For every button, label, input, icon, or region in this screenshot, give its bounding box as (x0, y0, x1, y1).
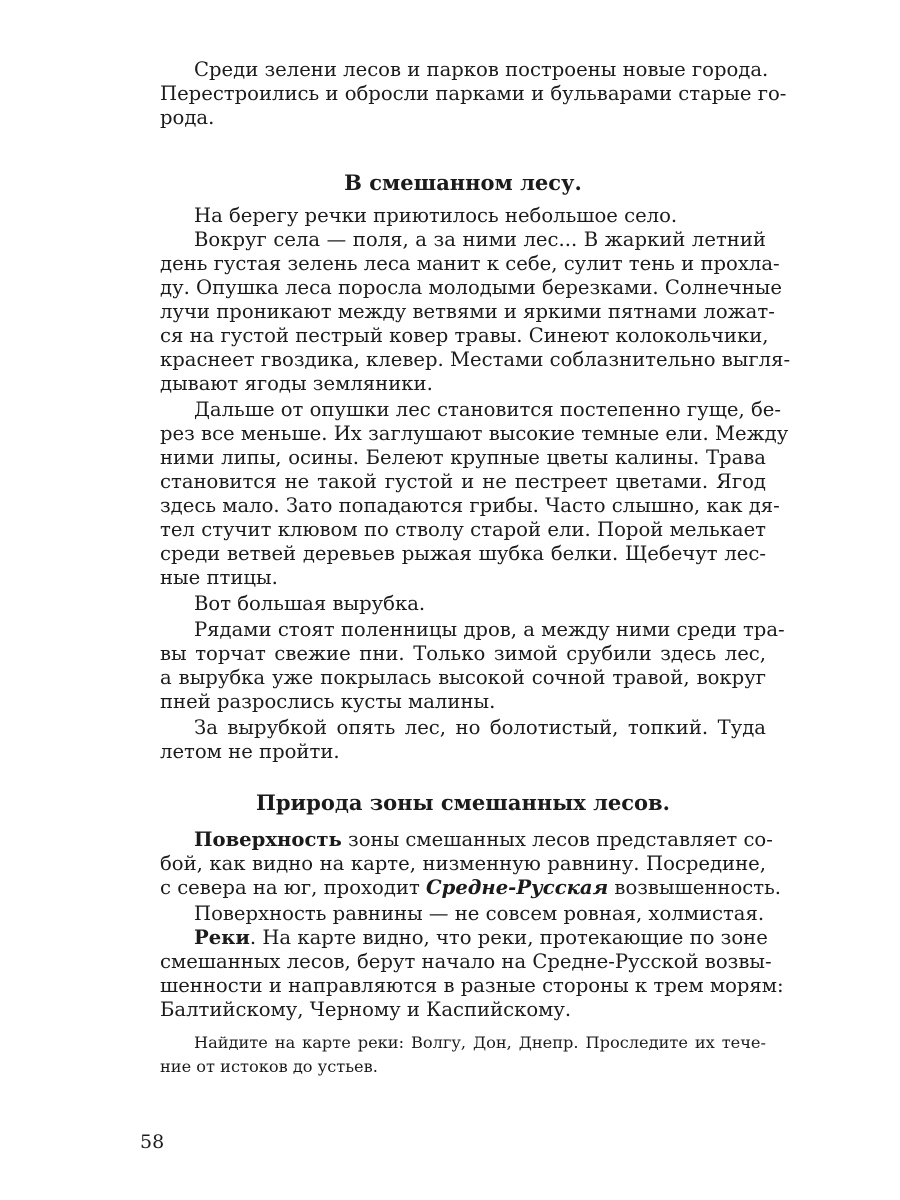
text-line: Вот большая вырубка. (194, 592, 426, 615)
text-line: летом не пройти. (160, 740, 340, 763)
text-line (160, 876, 781, 900)
text-line: здесь мало. Зато попадаются грибы. Часто слышно, как дя- (160, 494, 780, 517)
text-line: На берегу речки приютилось небольшое село. (194, 204, 678, 227)
text-line: ные птицы. (160, 566, 278, 589)
text-line: рез все меньше. Их заглушают высокие темные ели. Между (160, 422, 789, 445)
text-line: За вырубкой опять лес, но болотистый, топкий. Туда (194, 716, 766, 739)
text-fragment: зоны смешанных лесов представляет со- (341, 828, 773, 851)
text-line: становится не такой густой и не пестреет цветами. Ягод (160, 470, 766, 493)
task-line: ние от истоков до устьев. (160, 1057, 378, 1076)
text-line: шенности и направляются в разные стороны к трем морям: (160, 974, 784, 997)
text-fragment: . На карте видно, что реки, протекающие по зоне (249, 926, 768, 949)
section-heading: В смешанном лесу. (344, 170, 582, 195)
text-line: Поверхность равнины — не совсем ровная, холмистая. (194, 902, 765, 925)
text-line: Перестроились и обросли парками и бульварами старые го- (160, 82, 787, 105)
term-surface: Поверхность (194, 828, 342, 851)
text-line: среди ветвей деревьев рыжая шубка белки. Щебечут лес- (160, 542, 766, 565)
task-line: Найдите на карте реки: Волгу, Дон, Днепр. Проследите их тече- (194, 1033, 766, 1052)
term-rivers: Реки (194, 926, 250, 949)
text-line: краснеет гвоздика, клевер. Местами соблазнительно выгля- (160, 348, 791, 371)
upland-name: Средне-Русская (426, 876, 609, 899)
text-line: Дальше от опушки лес становится постепенно гуще, бе- (194, 398, 781, 421)
text-line: Балтийскому, Черному и Каспийскому. (160, 998, 572, 1021)
text-line: Среди зелени лесов и парков построены новые города. (194, 58, 769, 81)
text-line: Рядами стоят поленницы дров, а между ними среди тра- (194, 618, 785, 641)
text-line: ду. Опушка леса поросла молодыми березками. Солнечные (160, 276, 782, 299)
text-line: рода. (160, 106, 215, 129)
text-line: смешанных лесов, берут начало на Средне-Русской возвы- (160, 950, 772, 973)
text-line (160, 828, 773, 852)
text-line: тел стучит клювом по стволу старой ели. Порой мелькает (160, 518, 766, 541)
text-line: ними липы, осины. Белеют крупные цветы калины. Трава (160, 446, 766, 469)
page-number: 58 (140, 1131, 165, 1153)
text-line: день густая зелень леса манит к себе, сулит тень и прохла- (160, 252, 780, 275)
text-line: Вокруг села — поля, а за ними лес... В жаркий летний (194, 228, 766, 251)
text-fragment: с севера на юг, проходит (160, 876, 427, 899)
text-line: вы торчат свежие пни. Только зимой срубили здесь лес, (160, 642, 766, 665)
section-heading: Природа зоны смешанных лесов. (256, 790, 670, 815)
text-fragment: возвышенность. (608, 876, 781, 899)
text-line: дывают ягоды земляники. (160, 372, 433, 395)
text-line: лучи проникают между ветвями и яркими пятнами ложат- (160, 300, 775, 323)
text-line (160, 926, 766, 950)
text-line: ся на густой пестрый ковер травы. Синеют колокольчики, (160, 324, 769, 347)
text-line: а вырубка уже покрылась высокой сочной травой, вокруг (160, 666, 766, 689)
text-line: бой, как видно на карте, низменную равнину. Посредине, (160, 852, 766, 875)
text-line: пней разрослись кусты малины. (160, 690, 496, 713)
